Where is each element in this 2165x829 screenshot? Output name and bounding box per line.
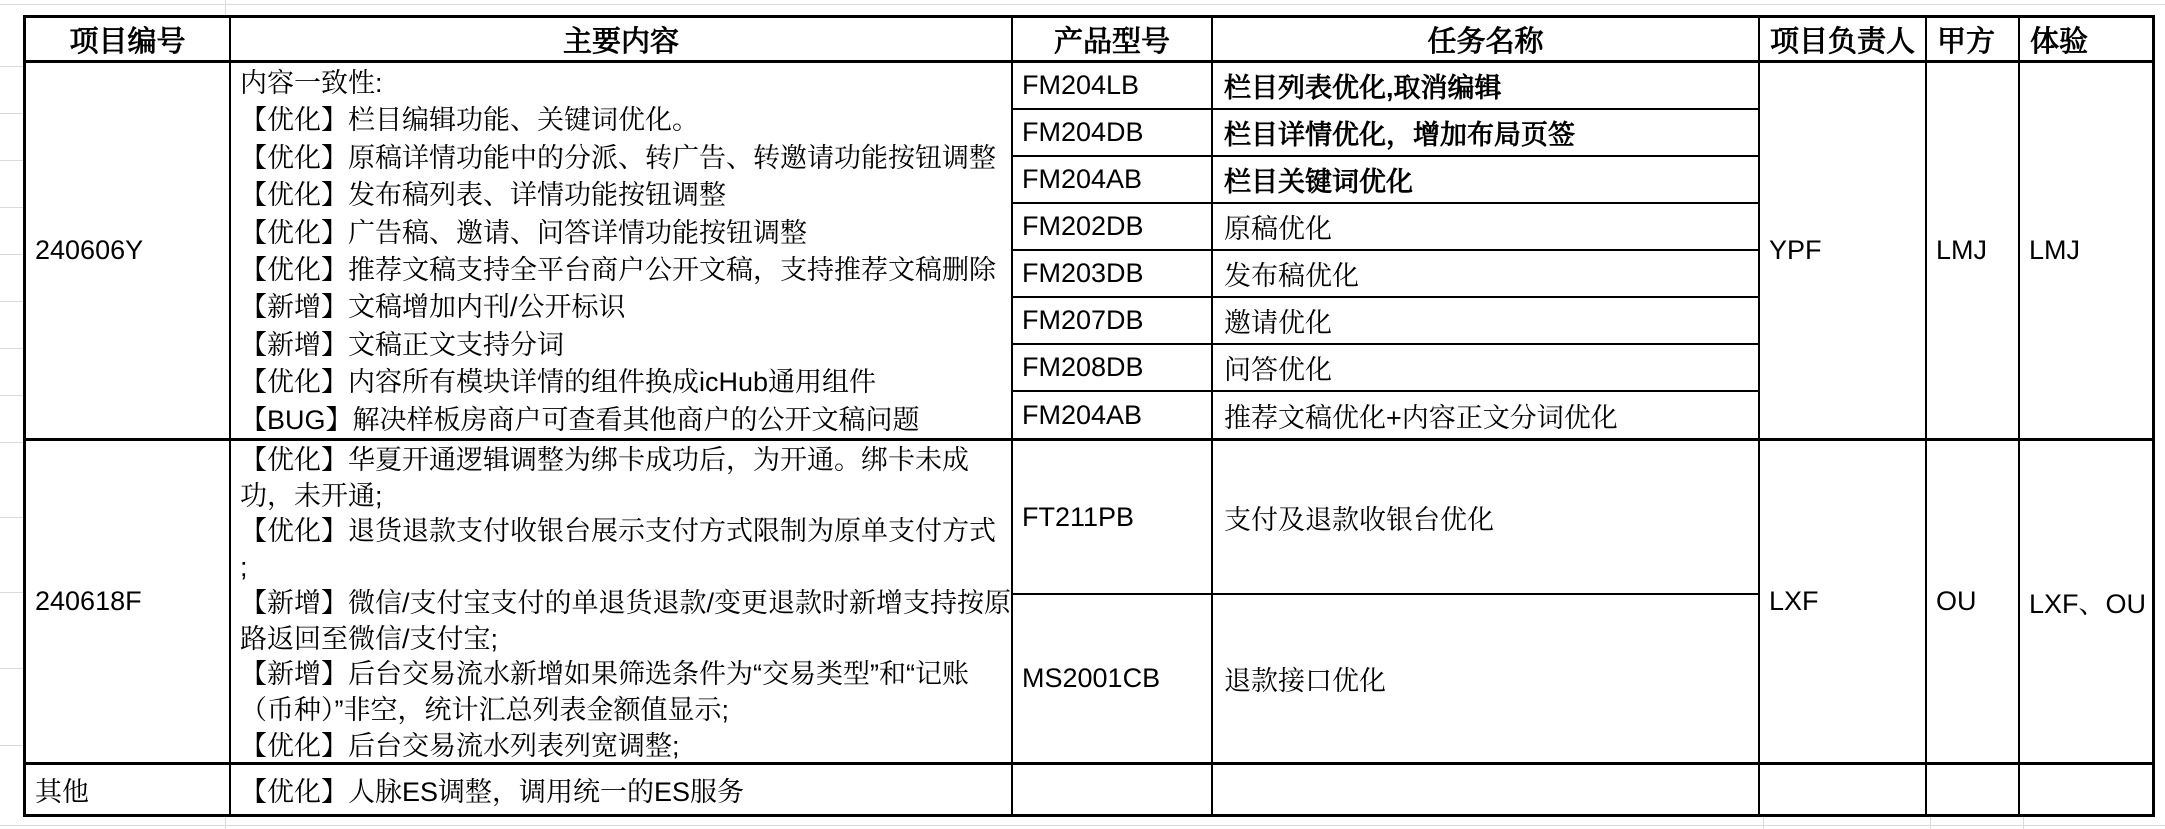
task-cell[interactable]: 支付及退款收银台优化 [1213,441,1760,595]
model-cell[interactable]: FM204LB [1013,63,1213,110]
header-cell-main-content[interactable]: 主要内容 [231,18,1013,63]
model-cell[interactable]: FM207DB [1013,298,1213,345]
gridline [1930,817,1931,829]
release-table [23,15,2155,817]
content-line: 【优化】推荐文稿支持全平台商户公开文稿，支持推荐文稿删除 [240,255,996,286]
gridline [0,592,23,593]
content-line: 【BUG】解决样板房商户可查看其他商户的公开文稿问题 [240,404,920,435]
gridline [0,668,23,669]
gridline [0,825,2165,826]
gridline [0,395,23,396]
gridline [0,442,23,443]
content-line: 内容一致性: [240,68,383,98]
model-cell[interactable] [1013,765,1213,814]
model-cell[interactable]: FM202DB [1013,204,1213,251]
content-line: 【优化】退货退款支付收银台展示支付方式限制为原单支付方式 [240,516,996,547]
content-line: 【优化】发布稿列表、详情功能按钮调整 [240,180,726,211]
experience-cell[interactable] [2020,765,2152,814]
header-cell-project-owner[interactable]: 项目负责人 [1760,18,1927,63]
header-cell-task-name[interactable]: 任务名称 [1213,18,1760,63]
owner-cell[interactable]: LXF [1760,441,1927,765]
gridline [0,517,23,518]
task-cell[interactable]: 原稿优化 [1213,204,1760,251]
gridline [0,301,23,302]
task-cell[interactable]: 退款接口优化 [1213,595,1760,765]
main-content-cell[interactable] [231,765,1013,814]
content-line: 【优化】华夏开通逻辑调整为绑卡成功后，为开通。绑卡未成 [240,445,969,475]
gridline [225,0,226,15]
model-cell[interactable]: FM204AB [1013,392,1213,441]
gridline [0,113,23,114]
gridline [1763,817,1764,829]
task-cell[interactable]: 栏目关键词优化 [1213,157,1760,204]
task-cell[interactable]: 推荐文稿优化+内容正文分词优化 [1213,392,1760,441]
content-line: 功，未开通; [240,480,383,511]
party-a-cell[interactable] [1927,765,2020,814]
content-line: ; [240,552,248,583]
model-cell[interactable]: FM208DB [1013,345,1213,392]
content-line: 【优化】内容所有模块详情的组件换成icHub通用组件 [240,367,877,398]
gridline [0,207,23,208]
header-cell-project-id[interactable]: 项目编号 [26,18,231,63]
party-a-cell[interactable]: LMJ [1927,63,2020,441]
content-line: 【优化】人脉ES调整，调用统一的ES服务 [240,777,745,807]
content-line: 【新增】后台交易流水新增如果筛选条件为“交易类型”和“记账 [240,659,969,690]
project-id-cell[interactable]: 240606Y [26,63,231,441]
header-cell-party-a[interactable]: 甲方 [1927,18,2020,63]
content-line: 【新增】文稿正文支持分词 [240,329,564,360]
content-line: 路返回至微信/支付宝; [240,623,499,654]
task-cell[interactable]: 问答优化 [1213,345,1760,392]
content-line: 【优化】后台交易流水列表列宽调整; [240,730,680,761]
project-id-cell[interactable]: 其他 [26,765,231,814]
gridline [0,348,23,349]
gridline [0,66,23,67]
gridline [0,254,23,255]
task-cell[interactable]: 发布稿优化 [1213,251,1760,298]
model-cell[interactable]: FM204DB [1013,110,1213,157]
task-cell[interactable]: 栏目详情优化，增加布局页签 [1213,110,1760,157]
task-cell[interactable]: 邀请优化 [1213,298,1760,345]
gridline [2023,817,2024,829]
party-a-cell[interactable]: OU [1927,441,2020,765]
content-line: 【新增】文稿增加内刊/公开标识 [240,292,626,323]
content-line: （币种）”非空，统计汇总列表金额值显示; [240,694,729,725]
gridline [0,4,2165,5]
header-cell-product-model[interactable]: 产品型号 [1013,18,1213,63]
owner-cell[interactable] [1760,765,1927,814]
content-line: 【优化】广告稿、邀请、问答详情功能按钮调整 [240,217,807,248]
header-cell-experience[interactable]: 体验 [2020,18,2152,63]
model-cell[interactable]: FT211PB [1013,441,1213,595]
main-content-cell[interactable] [231,63,1013,441]
task-cell[interactable]: 栏目列表优化,取消编辑 [1213,63,1760,110]
gridline [0,745,23,746]
gridline [225,817,226,829]
experience-cell[interactable]: LXF、OU [2020,441,2152,765]
content-line: 【优化】栏目编辑功能、关键词优化。 [240,105,699,136]
task-cell[interactable] [1213,765,1760,814]
model-cell[interactable]: MS2001CB [1013,595,1213,765]
content-line: 【优化】原稿详情功能中的分派、转广告、转邀请功能按钮调整 [240,142,996,173]
model-cell[interactable]: FM204AB [1013,157,1213,204]
experience-cell[interactable]: LMJ [2020,63,2152,441]
main-content-cell[interactable] [231,441,1013,765]
gridline [0,160,23,161]
model-cell[interactable]: FM203DB [1013,251,1213,298]
content-line: 【新增】微信/支付宝支付的单退货退款/变更退款时新增支持按原 [240,587,1012,618]
owner-cell[interactable]: YPF [1760,63,1927,441]
project-id-cell[interactable]: 240618F [26,441,231,765]
